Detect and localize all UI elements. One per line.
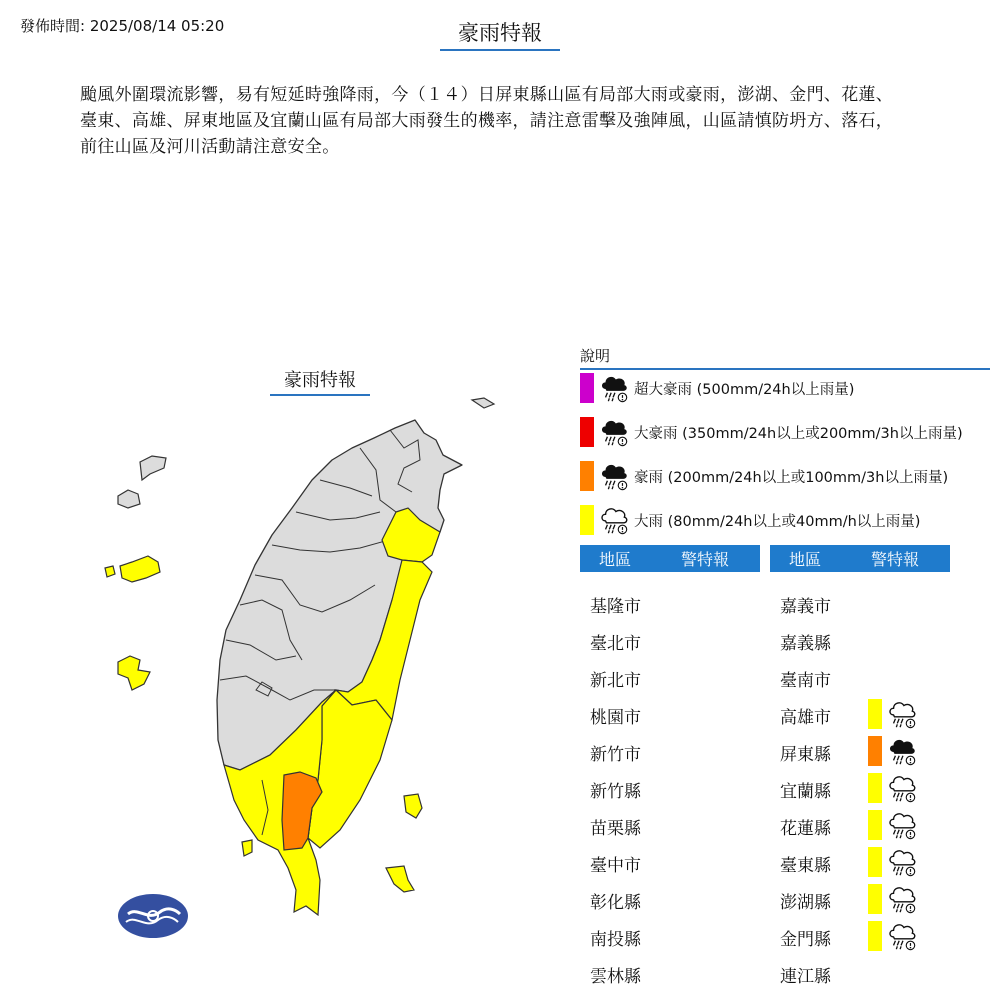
warning-level-bar bbox=[868, 736, 882, 766]
storm-rain-icon bbox=[886, 735, 918, 767]
region-name[interactable]: 臺南市 bbox=[780, 671, 831, 691]
region-name[interactable]: 高雄市 bbox=[780, 708, 831, 728]
warning-level-bar bbox=[868, 810, 882, 840]
warning-level-bar bbox=[868, 921, 882, 951]
region-name[interactable]: 嘉義縣 bbox=[780, 634, 831, 654]
region-name[interactable]: 新北市 bbox=[590, 671, 641, 691]
region-name[interactable]: 宜蘭縣 bbox=[780, 782, 831, 802]
legend-label: 大雨 (80mm/24h以上或40mm/h以上雨量) bbox=[634, 513, 921, 530]
warning-level-bar bbox=[868, 773, 882, 803]
legend-item bbox=[580, 372, 854, 404]
legend-item bbox=[580, 460, 948, 492]
legend-title: 說明 bbox=[580, 345, 990, 370]
region-name[interactable]: 金門縣 bbox=[780, 930, 831, 950]
rain-outline-icon bbox=[598, 504, 630, 536]
map-island-liuqiu[interactable] bbox=[242, 840, 252, 856]
page-title: 豪雨特報 bbox=[440, 17, 560, 51]
map-island-pengjia[interactable] bbox=[472, 398, 494, 408]
region-name[interactable]: 彰化縣 bbox=[590, 893, 641, 913]
central-weather-administration-logo bbox=[118, 894, 188, 938]
column-region-left: 地區 bbox=[598, 550, 631, 569]
warning-level-bar bbox=[868, 699, 882, 729]
region-name[interactable]: 新竹縣 bbox=[590, 782, 641, 802]
table-header-right bbox=[770, 545, 950, 572]
rain-outline-icon bbox=[886, 846, 918, 878]
legend-item bbox=[580, 416, 963, 448]
column-region-right: 地區 bbox=[788, 550, 821, 569]
warning-badge bbox=[868, 846, 918, 878]
storm-rain-icon bbox=[598, 416, 630, 448]
warning-badge bbox=[868, 809, 918, 841]
storm-rain-icon bbox=[598, 372, 630, 404]
legend-label: 豪雨 (200mm/24h以上或100mm/3h以上雨量) bbox=[634, 469, 949, 486]
region-name[interactable]: 臺東縣 bbox=[780, 856, 831, 876]
warning-badge bbox=[868, 772, 918, 804]
map-island-green[interactable] bbox=[404, 794, 422, 818]
region-name[interactable]: 嘉義市 bbox=[780, 597, 831, 617]
region-name[interactable]: 連江縣 bbox=[780, 967, 831, 987]
map-island-penghu-south[interactable] bbox=[118, 656, 150, 690]
map-island-kinmen[interactable] bbox=[140, 456, 166, 480]
legend-label: 大豪雨 (350mm/24h以上或200mm/3h以上雨量) bbox=[634, 425, 963, 442]
map-island-kinmen-small[interactable] bbox=[118, 490, 140, 508]
rain-outline-icon bbox=[886, 920, 918, 952]
column-warning-left: 警特報 bbox=[680, 550, 729, 569]
region-name[interactable]: 澎湖縣 bbox=[780, 893, 831, 913]
region-name[interactable]: 新竹市 bbox=[590, 745, 641, 765]
map-island-penghu-small[interactable] bbox=[105, 566, 115, 577]
region-name[interactable]: 南投縣 bbox=[590, 930, 641, 950]
storm-rain-icon bbox=[598, 460, 630, 492]
region-name[interactable]: 桃園市 bbox=[590, 708, 641, 728]
region-name[interactable]: 雲林縣 bbox=[590, 967, 641, 987]
legend-swatch bbox=[580, 461, 594, 491]
legend-swatch bbox=[580, 373, 594, 403]
region-name[interactable]: 臺北市 bbox=[590, 634, 641, 654]
legend-label: 超大豪雨 (500mm/24h以上雨量) bbox=[634, 381, 855, 398]
issue-time: 發佈時間: 2025/08/14 05:20 bbox=[20, 17, 225, 35]
region-name[interactable]: 屏東縣 bbox=[780, 745, 831, 765]
warning-level-bar bbox=[868, 847, 882, 877]
rain-outline-icon bbox=[886, 772, 918, 804]
rain-outline-icon bbox=[886, 698, 918, 730]
legend-swatch bbox=[580, 505, 594, 535]
warning-badge bbox=[868, 920, 918, 952]
region-name[interactable]: 苗栗縣 bbox=[590, 819, 641, 839]
warning-badge bbox=[868, 698, 918, 730]
map-island-penghu-north[interactable] bbox=[120, 556, 160, 582]
legend-item bbox=[580, 504, 920, 536]
region-name[interactable]: 花蓮縣 bbox=[780, 819, 831, 839]
map-island-orchid[interactable] bbox=[386, 866, 414, 892]
warning-badge bbox=[868, 735, 918, 767]
map-title: 豪雨特報 bbox=[270, 366, 370, 396]
table-header-left bbox=[580, 545, 760, 572]
warning-badge bbox=[868, 883, 918, 915]
column-warning-right: 警特報 bbox=[870, 550, 919, 569]
region-name[interactable]: 臺中市 bbox=[590, 856, 641, 876]
warning-level-bar bbox=[868, 884, 882, 914]
taiwan-warning-map bbox=[95, 385, 515, 945]
region-name[interactable]: 基隆市 bbox=[590, 597, 641, 617]
rain-outline-icon bbox=[886, 809, 918, 841]
rain-outline-icon bbox=[886, 883, 918, 915]
warning-description: 颱風外圍環流影響，易有短延時強降雨，今（１４）日屏東縣山區有局部大雨或豪雨，澎湖、金門、花蓮、臺東、高雄、屏東地區及宜蘭山區有局部大雨發生的機率，請注意雷擊及強陣風，山區請慎防坍方、落石，前往山區及河川活動請注意安全。 bbox=[80, 85, 894, 157]
legend-swatch bbox=[580, 417, 594, 447]
